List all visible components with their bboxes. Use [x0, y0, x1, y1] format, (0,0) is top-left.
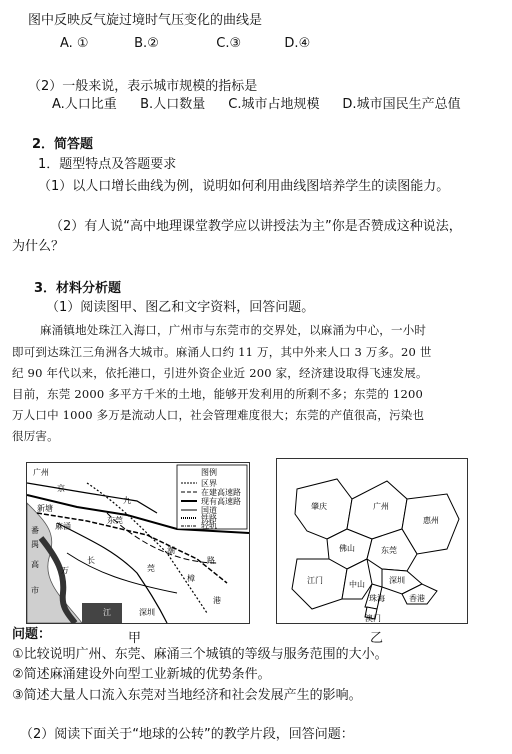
section-2-question-1: （1）以人口增长曲线为例，说明如何利用曲线图培养学生的读图能力。 — [38, 179, 450, 194]
region-foshan: 佛山 — [339, 544, 355, 553]
place-gang: 港 — [213, 596, 221, 605]
section-3-heading: 3．材料分析题 — [34, 281, 122, 296]
passage-line-6: 很厉害。 — [12, 429, 59, 443]
passage-line-5: 万人口中 1000 多万是流动人口，社会管理难度很大；东莞的产值很高，污染也 — [12, 408, 425, 422]
option-d: D.城市国民生产总值 — [342, 97, 461, 112]
option-c: C.城市占地规模 — [228, 97, 320, 112]
place-fan: 番 — [31, 526, 39, 535]
place-chao: 潮 — [167, 546, 175, 555]
region-dongguan: 东莞 — [381, 546, 397, 555]
questions-label: 问题： — [12, 627, 52, 642]
place-shi: 市 — [31, 586, 39, 595]
option-a: A.人口比重 — [52, 97, 117, 112]
question-pressure-stem: 图中反映反气旋过境时气压变化的曲线是 — [28, 13, 263, 28]
option-d: D.④ — [284, 36, 311, 51]
place-chang: 长 — [87, 556, 95, 565]
map-jia-legend-title: 图例 — [201, 468, 217, 477]
legend-item-6: 轻轨 — [201, 521, 217, 530]
place-jing: 京 — [57, 484, 65, 493]
passage-line-1: 麻涌镇地处珠江入海口，广州市与东莞市的交界处，以麻涌为中心，一小时 — [40, 323, 427, 337]
option-b: B.② — [134, 36, 159, 51]
place-mayong: 麻涌 — [55, 522, 71, 531]
legend-item-4: 国道 — [201, 506, 217, 515]
option-c: C.③ — [216, 36, 242, 51]
region-hongkong: 香港 — [409, 594, 425, 603]
map-yi — [276, 458, 468, 624]
option-b: B.人口数量 — [140, 97, 206, 112]
option-a: A. ① — [60, 36, 89, 51]
map-jia-caption: 甲 — [128, 631, 142, 646]
region-zhaoqing: 肇庆 — [311, 502, 327, 511]
place-guangzhou: 广州 — [33, 468, 49, 477]
question-pressure-options — [60, 35, 310, 53]
region-zhongshan: 中山 — [349, 580, 365, 589]
question-city-scale-stem: （2）一般来说，表示城市规模的指标是 — [28, 79, 258, 94]
legend-item-2: 在建高速路 — [201, 488, 241, 497]
place-gao: 高 — [31, 560, 39, 569]
passage-line-3: 纪 90 年代以来，依托港口，引进外资企业近 200 家，经济建设取得飞速发展。 — [12, 366, 428, 380]
place-shenzhen: 深圳 — [139, 608, 155, 617]
place-xintang: 新塘 — [37, 504, 53, 513]
region-jiangmen: 江门 — [307, 576, 323, 585]
region-guangzhou: 广州 — [373, 502, 389, 511]
map-yi-caption: 乙 — [370, 631, 384, 646]
map-jia — [26, 462, 250, 624]
section-2-heading: 2．简答题 — [32, 137, 94, 152]
section-3-intro: （1）阅读图甲、图乙和文字资料，回答问题。 — [46, 300, 315, 315]
question-item-1: ①比较说明广州、东莞、麻涌三个城镇的等级与服务范围的大小。 — [12, 647, 388, 662]
final-question: （2）阅读下面关于“地球的公转”的教学片段，回答问题： — [20, 727, 354, 742]
place-wan: 万 — [61, 566, 69, 575]
section-2-subheading: 1．题型特点及答题要求 — [38, 157, 177, 172]
question-item-3: ③简述大量人口流入东莞对当地经济和社会发展产生的影响。 — [12, 688, 362, 703]
passage-line-4: 目前，东莞 2000 多平方千米的土地，能够开发利用的所剩不多；东莞的 1200 — [12, 387, 423, 401]
region-shenzhen: 深圳 — [389, 576, 405, 585]
legend-item-3: 现有高速路 — [201, 497, 241, 506]
section-2-question-2: （2）有人说“高中地理课堂教学应以讲授法为主”你是否赞成这种说法， — [50, 219, 462, 234]
place-zhang: 樟 — [187, 574, 195, 583]
passage-line-2: 即可到达珠江三角洲各大城市。麻涌人口约 11 万，其中外来人口 3 万多。20 世 — [12, 345, 432, 359]
region-huizhou: 惠州 — [423, 516, 439, 525]
region-macau: 澳门 — [365, 614, 381, 623]
section-2-question-2-cont: 为什么？ — [12, 239, 65, 254]
question-item-2: ②简述麻涌建设外向型工业新城的优势条件。 — [12, 667, 271, 682]
place-jiang: 江 — [103, 608, 111, 617]
legend-item-5: 铁路 — [201, 514, 217, 523]
place-guan: 莞 — [147, 564, 155, 573]
place-yu: 禺 — [31, 540, 39, 549]
place-jiu: 九 — [123, 496, 131, 505]
place-dongguan: 东莞 — [107, 516, 123, 525]
region-zhuhai: 珠海 — [369, 594, 385, 603]
place-lu: 路 — [207, 556, 215, 565]
legend-item-1: 区界 — [201, 479, 217, 488]
question-city-scale-options — [52, 96, 461, 114]
